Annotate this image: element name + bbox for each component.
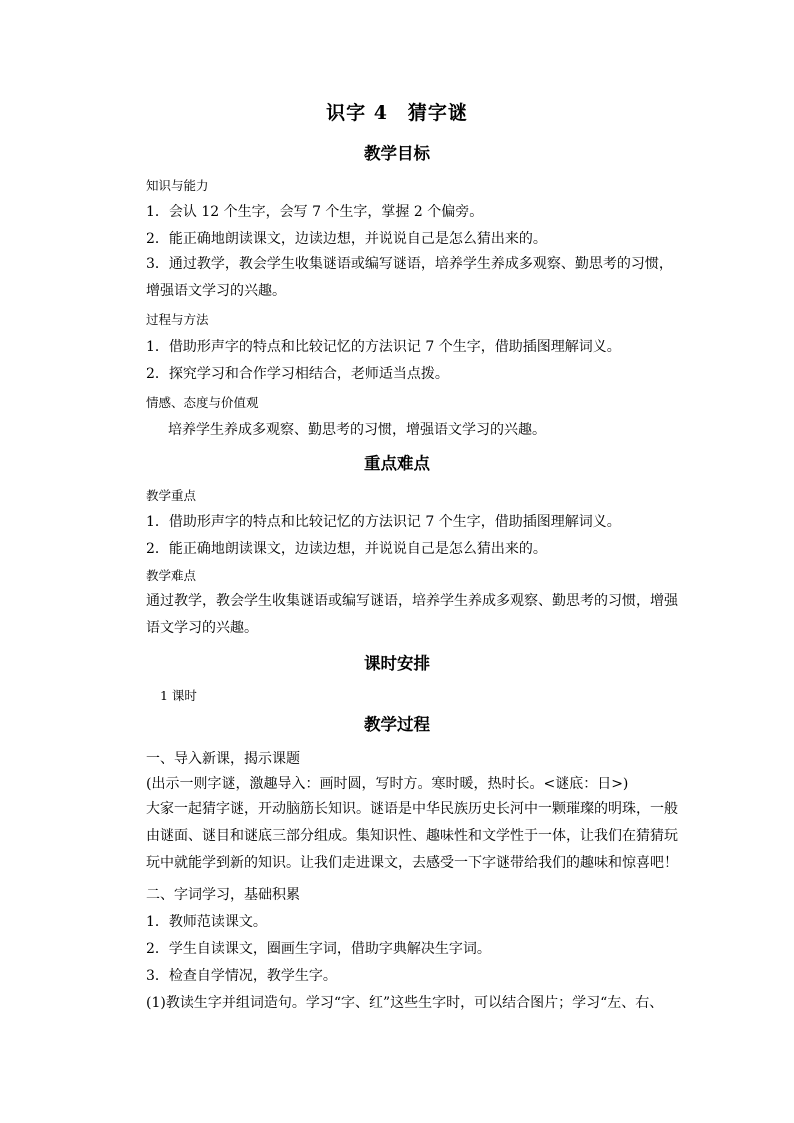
step-2-item-2: 2．学生自读课文，圈画生字词，借助字典解决生字词。: [146, 941, 491, 957]
sub-key-points: 教学重点: [146, 488, 197, 503]
objective-2: 2．能正确地朗读课文，边读边想，并说说自己是怎么猜出来的。: [146, 231, 547, 247]
step-1-intro: [118, 796, 678, 877]
emotion-text: 培养学生养成多观察、勤思考的习惯，增强语文学习的兴趣。: [168, 422, 546, 438]
step-1-title: 一、导入新课，揭示课题: [146, 751, 300, 767]
key-point-1: 1．借助形声字的特点和比较记忆的方法识记 7 个生字，借助插图理解词义。: [146, 514, 621, 530]
process-1: 1．借助形声字的特点和比较记忆的方法识记 7 个生字，借助插图理解词义。: [146, 339, 621, 355]
step-2-title: 二、字词学习，基础积累: [146, 887, 300, 903]
sub-difficulties: 教学难点: [146, 568, 197, 583]
heading-key-difficult: 重点难点: [364, 454, 430, 473]
step-2-item-4: (1)教读生字并组词造句。学习“字、红”这些生字时，可以结合图片；学习“左、右、: [146, 995, 664, 1011]
step-2-item-3: 3．检查自学情况，教学生字。: [146, 968, 337, 984]
objective-1: 1．会认 12 个生字，会写 7 个生字，掌握 2 个偏旁。: [146, 204, 484, 220]
sub-emotion-values: 情感、态度与价值观: [146, 395, 259, 410]
lesson-title: 识字 4 猜字谜: [326, 102, 468, 124]
difficulty-text: 通过教学，教会学生收集谜语或编写谜语，培养学生养成多观察、勤思考的习惯，增强语文学习的兴趣。: [146, 593, 678, 636]
step-2-item-1: 1．教师范读课文。: [146, 914, 267, 930]
schedule-hours: 1 课时: [160, 688, 197, 703]
sub-knowledge-ability: 知识与能力: [146, 178, 209, 193]
objective-3-text: 3．通过教学，教会学生收集谜语或编写谜语，培养学生养成多观察、勤思考的习惯，增强语文学习的兴趣。: [146, 256, 673, 299]
difficulty: [118, 588, 678, 642]
key-point-2: 2．能正确地朗读课文，边读边想，并说说自己是怎么猜出来的。: [146, 541, 547, 557]
heading-teaching-objectives: 教学目标: [364, 144, 430, 163]
sub-process-method: 过程与方法: [146, 312, 209, 327]
objective-3: [118, 251, 678, 305]
heading-schedule: 课时安排: [364, 654, 430, 673]
heading-teaching-process: 教学过程: [364, 715, 430, 734]
step-1-intro-text: 大家一起猜字谜，开动脑筋长知识。谜语是中华民族历史长河中一颗璀璨的明珠，一般由谜面、谜目和谜底三部分组成。集知识性、趣味性和文学性于一体，让我们在猜猜玩玩中就能学到新的知识。让我们走进课文，去感受一下字谜带给我们的趣味和惊喜吧！: [146, 801, 678, 871]
process-2: 2．探究学习和合作学习相结合，老师适当点拨。: [146, 366, 449, 382]
step-1-riddle: (出示一则字谜，激趣导入：画时圆，写时方。寒时暖，热时长。<谜底：日>): [146, 776, 629, 792]
